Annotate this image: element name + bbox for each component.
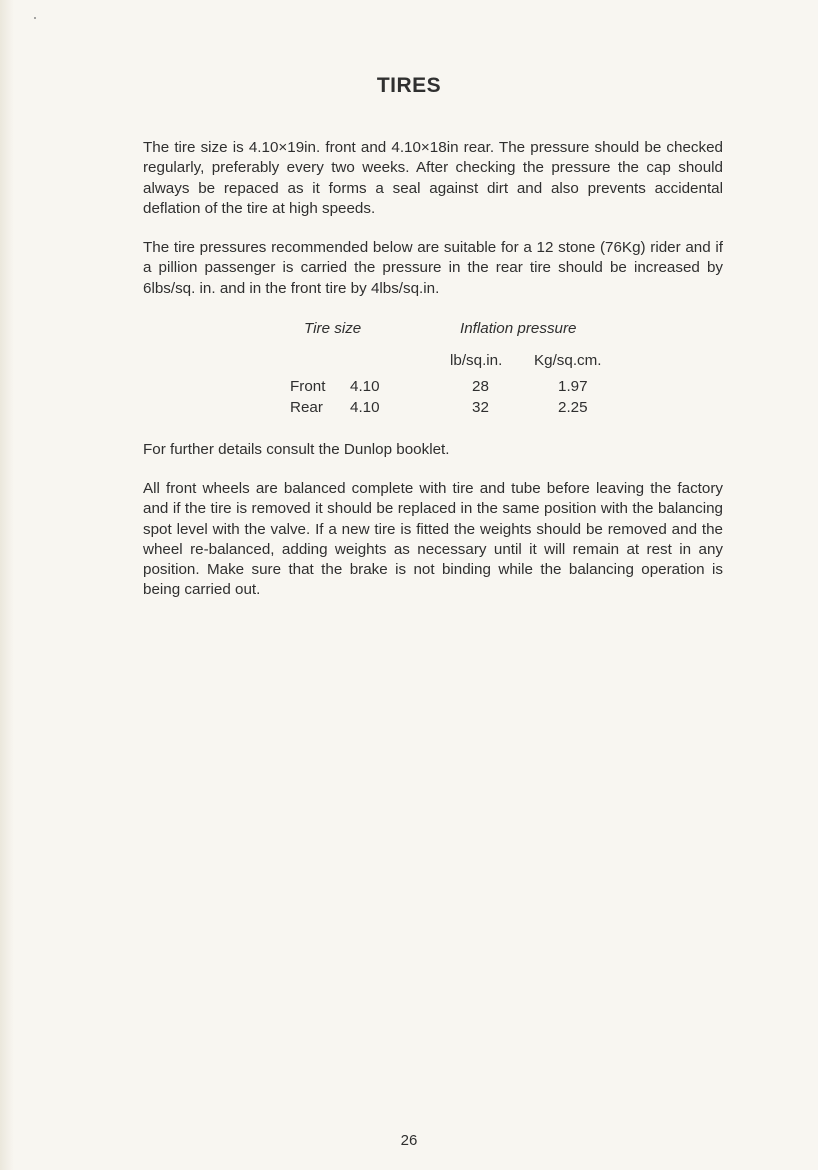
page-edge-shadow <box>0 0 14 1170</box>
table-cell-kg: 1.97 <box>558 378 588 395</box>
table-cell-lb: 28 <box>472 378 489 395</box>
table-cell-kg: 2.25 <box>558 399 588 416</box>
table-cell-position: Rear <box>290 399 323 416</box>
paragraph-further-details: For further details consult the Dunlop booklet. <box>143 441 450 458</box>
table-cell-position: Front <box>290 378 326 395</box>
table-header-inflation: Inflation pressure <box>460 320 577 337</box>
paragraph-balancing: All front wheels are balanced complete with tire and tube before leaving the factory and if the tire is removed it should be replaced in the same position with the balancing spot level with the valve. If a new tire is fitted the weights should be removed and the wheel re-balanced, adding weights as necessary until it will remain at rest in any position. Make sure that the brake is not binding while the balancing operation is being carried out. <box>143 480 723 599</box>
table-cell-size: 4.10 <box>350 399 380 416</box>
page-title: TIRES <box>376 74 442 97</box>
paragraph-pressures: The tire pressures recommended below are suitable for a 12 stone (76Kg) rider and if a pillion passenger is carried the pressure in the rear tire should be increased by 6lbs/sq. in. and in the front tire by 4lbs/sq.in. <box>143 239 723 297</box>
table-cell-size: 4.10 <box>350 378 380 395</box>
table-unit-lb: lb/sq.in. <box>450 352 503 369</box>
paragraph-tire-size: The tire size is 4.10×19in. front and 4.10×18in rear. The pressure should be checked regularly, preferably every two weeks. After checking the pressure the cap should always be repaced as it forms a seal against dirt and also prevents accidental deflation of the tire at high speeds. <box>143 139 723 217</box>
page-number: 26 <box>400 1132 418 1149</box>
table-cell-lb: 32 <box>472 399 489 416</box>
table-unit-kg: Kg/sq.cm. <box>534 352 602 369</box>
scan-speck <box>34 17 36 19</box>
table-header-tire-size: Tire size <box>304 320 362 337</box>
